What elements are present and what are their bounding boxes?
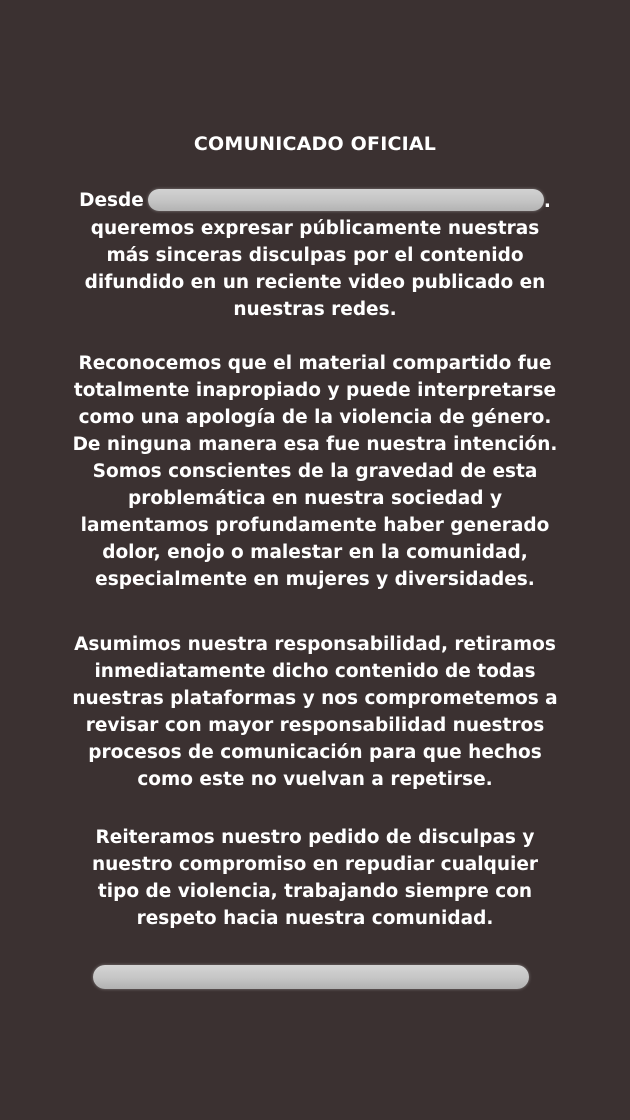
intro-trailing-char: .	[543, 190, 551, 212]
statement-title: COMUNICADO OFICIAL	[193, 133, 437, 155]
paragraph-line: como este no vuelvan a repetirse.	[137, 769, 493, 790]
paragraph-line: Somos conscientes de la gravedad de esta	[92, 461, 538, 482]
paragraph-line: más sinceras disculpas por el contenido	[106, 244, 524, 266]
paragraph-line: Reiteramos nuestro pedido de disculpas y	[95, 827, 535, 848]
redacted-organization-name	[148, 189, 544, 211]
paragraph-line: De ninguna manera esa fue nuestra intención.	[72, 434, 558, 455]
paragraph-line: dolor, enojo o malestar en la comunidad,	[102, 542, 528, 563]
paragraph-line: procesos de comunicación para que hechos	[88, 742, 542, 763]
paragraph-line: Asumimos nuestra responsabilidad, retiramos	[74, 634, 556, 655]
paragraph-responsibility	[40, 631, 590, 793]
paragraph-line: tipo de violencia, trabajando siempre con	[97, 881, 533, 902]
paragraph-line: problemática en nuestra sociedad y	[127, 488, 503, 509]
paragraph-line: revisar con mayor responsabilidad nuestros	[85, 715, 545, 736]
redacted-signature	[93, 965, 529, 989]
paragraph-line: difundido en un reciente video publicado en	[84, 271, 546, 293]
paragraph-line: Reconocemos que el material compartido fue	[78, 353, 552, 374]
paragraph-line: como una apología de la violencia de género.	[78, 407, 552, 428]
paragraph-line: totalmente inapropiado y puede interpretarse	[73, 380, 557, 401]
paragraph-line: respeto hacia nuestra comunidad.	[136, 908, 494, 929]
paragraph-line: nuestras plataformas y nos comprometemos a	[72, 688, 558, 709]
intro-start-word: Desde	[79, 190, 144, 211]
paragraph-line: especialmente en mujeres y diversidades.	[95, 569, 535, 590]
paragraph-line: lamentamos profundamente haber generado	[80, 515, 550, 536]
paragraph-line: inmediatamente dicho contenido de todas	[94, 661, 536, 682]
paragraph-closing	[40, 824, 590, 932]
paragraph-line: queremos expresar públicamente nuestras	[90, 217, 540, 239]
paragraph-line: nuestro compromiso en repudiar cualquier	[91, 854, 539, 875]
paragraph-intro	[40, 187, 590, 323]
intro-first-line	[40, 187, 590, 215]
paragraph-acknowledgement	[40, 350, 590, 593]
paragraph-line: nuestras redes.	[233, 298, 397, 320]
